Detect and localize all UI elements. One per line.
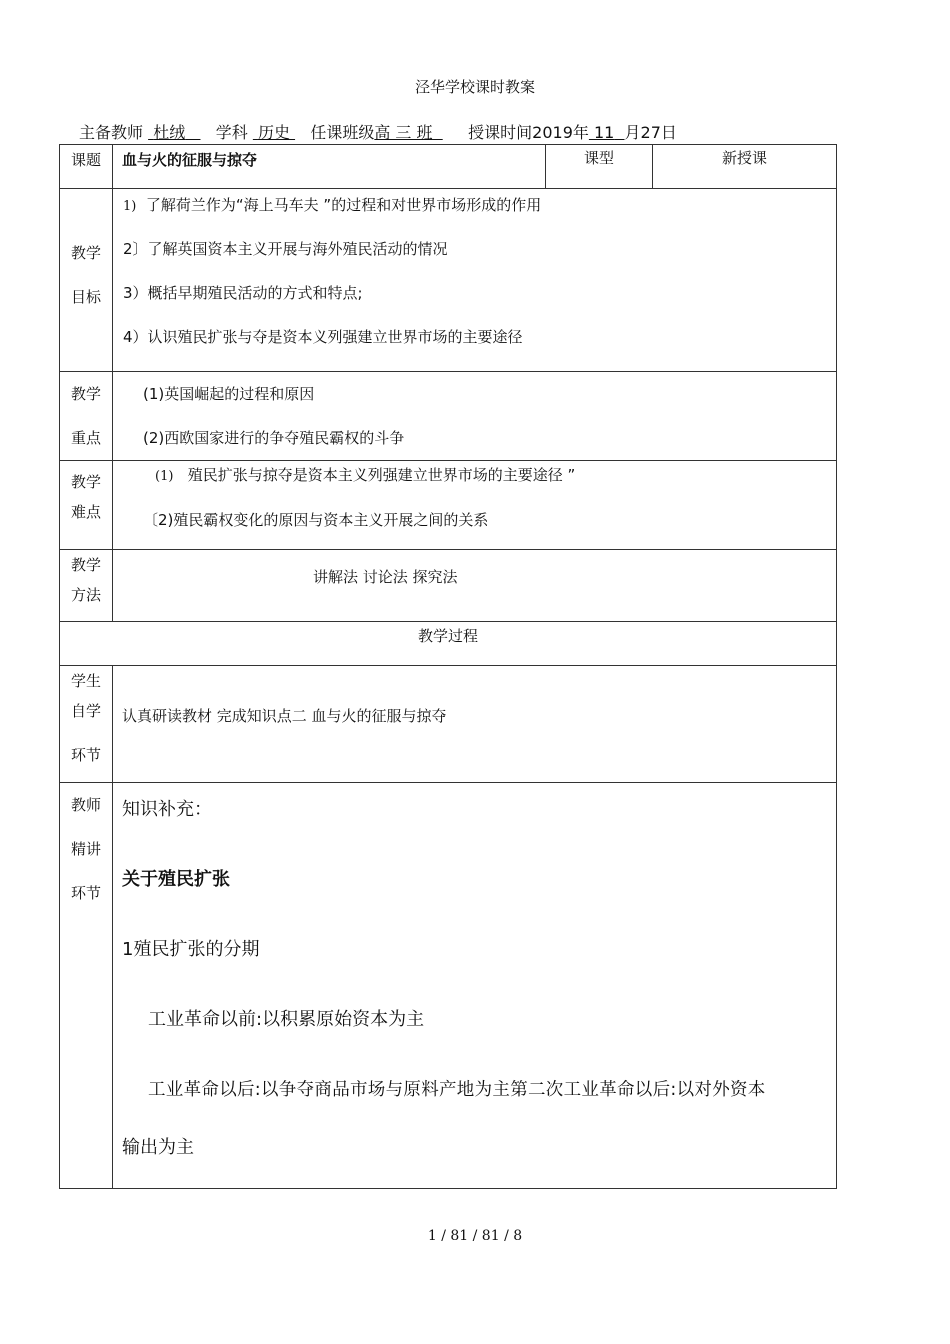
lecture-line: 工业革命以后:以争夺商品市场与原料产地为主第二次工业革命以后:以对外资本: [148, 1080, 766, 1100]
month-unit: 月: [624, 123, 641, 142]
topic-label: 课题: [60, 145, 113, 189]
teacher-label: 主备教师: [79, 123, 144, 142]
key-point-item: (2)西欧国家进行的争夺殖民霸权的斗争: [143, 429, 405, 447]
time-label: 授课时间: [468, 123, 533, 142]
objective-item: 2〕了解英国资本主义开展与海外殖民活动的情况: [123, 240, 448, 258]
class-value: 高 三 班: [374, 123, 433, 142]
lecture-content: [113, 783, 837, 1189]
self-study-row: [60, 666, 837, 783]
difficulties-list: [113, 461, 837, 550]
process-title: 教学过程: [60, 622, 837, 666]
objective-item: 3）概括早期殖民活动的方式和特点;: [123, 284, 363, 302]
difficulty-item: 〔2)殖民霸权变化的原因与资本主义开展之间的关系: [143, 511, 489, 529]
process-title-row: [60, 622, 837, 666]
lecture-line: 工业革命以前:以积累原始资本为主: [148, 1009, 425, 1030]
year-unit: 年: [572, 123, 589, 142]
page-footer: 1 / 81 / 81 / 8: [427, 1228, 523, 1244]
day-value: 27: [640, 123, 661, 142]
self-study-text: 认真研读教材 完成知识点二 血与火的征服与掠夺: [113, 666, 837, 783]
key-points-list: [113, 372, 837, 461]
lesson-plan-table: [59, 144, 837, 1189]
self-study-label: 学生 自学 环节: [60, 666, 113, 783]
document-title: 泾华学校课时教案: [414, 78, 535, 96]
type-value: 新授课: [653, 145, 837, 189]
objective-item: 4）认识殖民扩张与夺是资本义列强建立世界市场的主要途径: [123, 328, 523, 346]
topic-row: [60, 145, 837, 189]
lecture-label: 教师 精讲 环节: [60, 783, 113, 1189]
methods-row: [60, 550, 837, 622]
objectives-list: [113, 189, 837, 372]
methods-label: 教学 方法: [60, 550, 113, 622]
methods-value: 讲解法 讨论法 探究法: [113, 550, 837, 622]
month-value: 11: [593, 123, 615, 142]
lecture-row: [60, 783, 837, 1189]
lecture-line: 输出为主: [122, 1137, 194, 1158]
teacher-value: 杜绒: [153, 123, 186, 142]
key-points-label: 教学 重点: [60, 372, 113, 461]
subject-label: 学科: [215, 123, 248, 142]
supplement-heading: 知识补充：: [122, 799, 212, 820]
topic-value: 血与火的征服与掠夺: [113, 145, 546, 189]
objectives-label: 教学 目标: [60, 189, 113, 372]
difficulties-label: 教学 难点: [60, 461, 113, 550]
lesson-header: [79, 120, 677, 143]
type-label: 课型: [546, 145, 653, 189]
objectives-row: [60, 189, 837, 372]
lecture-heading: 关于殖民扩张: [122, 869, 230, 890]
difficulties-row: [60, 461, 837, 550]
difficulty-item: (1) 殖民扩张与掠夺是资本主义列强建立世界市场的主要途径 ”: [155, 466, 576, 484]
lecture-subheading: 1殖民扩张的分期: [122, 939, 260, 960]
class-label: 任课班级: [310, 123, 375, 142]
subject-value: 历史: [257, 123, 290, 142]
day-unit: 日: [660, 123, 677, 142]
objective-item: 1) 了解荷兰作为“海上马车夫 ”的过程和对世界市场形成的作用: [123, 196, 542, 214]
year-value: 2019: [532, 123, 573, 142]
key-point-item: (1)英国崛起的过程和原因: [143, 385, 315, 403]
key-points-row: [60, 372, 837, 461]
